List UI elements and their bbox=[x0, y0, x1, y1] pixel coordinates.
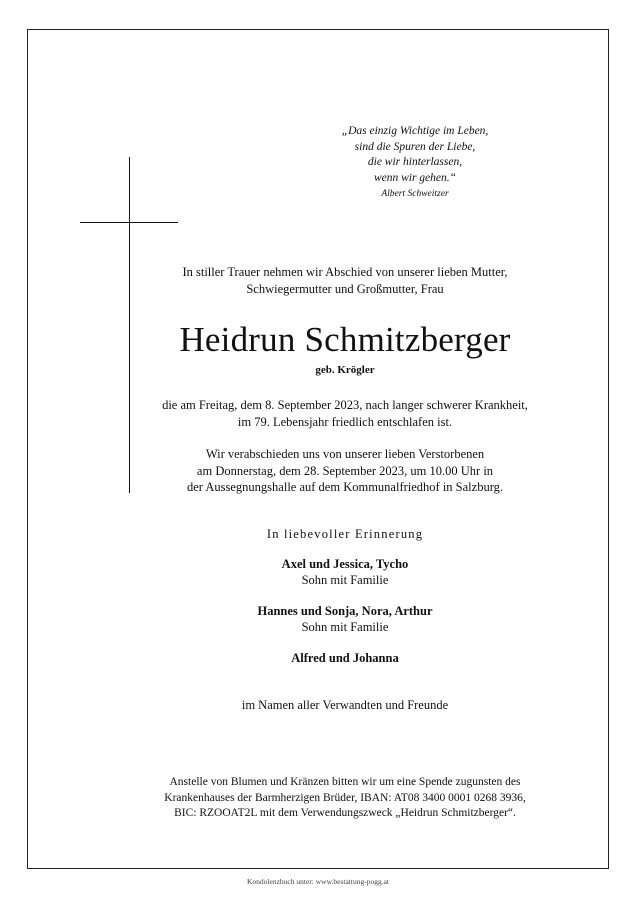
quote-line: „Das einzig Wichtige im Leben, bbox=[341, 125, 489, 137]
deceased-name: Heidrun Schmitzberger bbox=[179, 320, 511, 359]
mourner-name: Axel und Jessica, Tycho bbox=[281, 557, 409, 571]
mourner-relation: Sohn mit Familie bbox=[301, 573, 389, 587]
intro-text bbox=[140, 264, 550, 297]
relatives-line: im Namen aller Verwandten und Freunde bbox=[241, 698, 449, 712]
donation-line: Krankenhauses der Barmherzigen Brüder, IBAN: AT08 3400 0001 0268 3936, bbox=[164, 791, 526, 804]
death-notice bbox=[140, 397, 550, 430]
funeral-line: am Donnerstag, dem 28. September 2023, um 10.00 Uhr in bbox=[196, 463, 494, 478]
donation-note bbox=[140, 775, 550, 822]
donation-line: BIC: RZOOAT2L mit dem Verwendungszweck „Heidrun Schmitzberger“. bbox=[174, 807, 516, 819]
quote-block bbox=[330, 124, 500, 202]
mourner-entry bbox=[140, 603, 550, 635]
memory-heading: In liebevoller Erinnerung bbox=[266, 527, 424, 541]
funeral-line: der Aussegnungshalle auf dem Kommunalfriedhof in Salzburg. bbox=[186, 480, 504, 494]
funeral-details bbox=[140, 446, 550, 496]
mourner-name: Hannes und Sonja, Nora, Arthur bbox=[257, 604, 433, 618]
mourner-entry bbox=[140, 556, 550, 588]
mourner-entry bbox=[140, 650, 550, 666]
quote-author: Albert Schweitzer bbox=[381, 189, 449, 199]
cross-vertical-bar bbox=[129, 157, 130, 493]
cross-horizontal-bar bbox=[80, 222, 178, 223]
condolence-book-link[interactable]: Kondolenzbuch unter: www.bestattung-pogg.at bbox=[247, 877, 389, 886]
funeral-line: Wir verabschieden uns von unserer lieben Verstorbenen bbox=[205, 447, 485, 461]
death-notice-line: im 79. Lebensjahr friedlich entschlafen ist. bbox=[237, 414, 453, 429]
intro-line: In stiller Trauer nehmen wir Abschied von unserer lieben Mutter, bbox=[182, 265, 508, 279]
quote-line: sind die Spuren der Liebe, bbox=[354, 140, 476, 153]
mourner-name: Alfred und Johanna bbox=[291, 651, 399, 665]
mourner-relation: Sohn mit Familie bbox=[301, 620, 389, 634]
maiden-name: geb. Krögler bbox=[315, 364, 375, 376]
death-notice-line: die am Freitag, dem 8. September 2023, nach langer schwerer Krankheit, bbox=[162, 398, 528, 412]
intro-line: Schwiegermutter und Großmutter, Frau bbox=[246, 281, 444, 296]
quote-line: wenn wir gehen.“ bbox=[373, 171, 457, 184]
quote-line: die wir hinterlassen, bbox=[367, 156, 463, 168]
donation-line: Anstelle von Blumen und Kränzen bitten wir um eine Spende zugunsten des bbox=[169, 776, 521, 788]
